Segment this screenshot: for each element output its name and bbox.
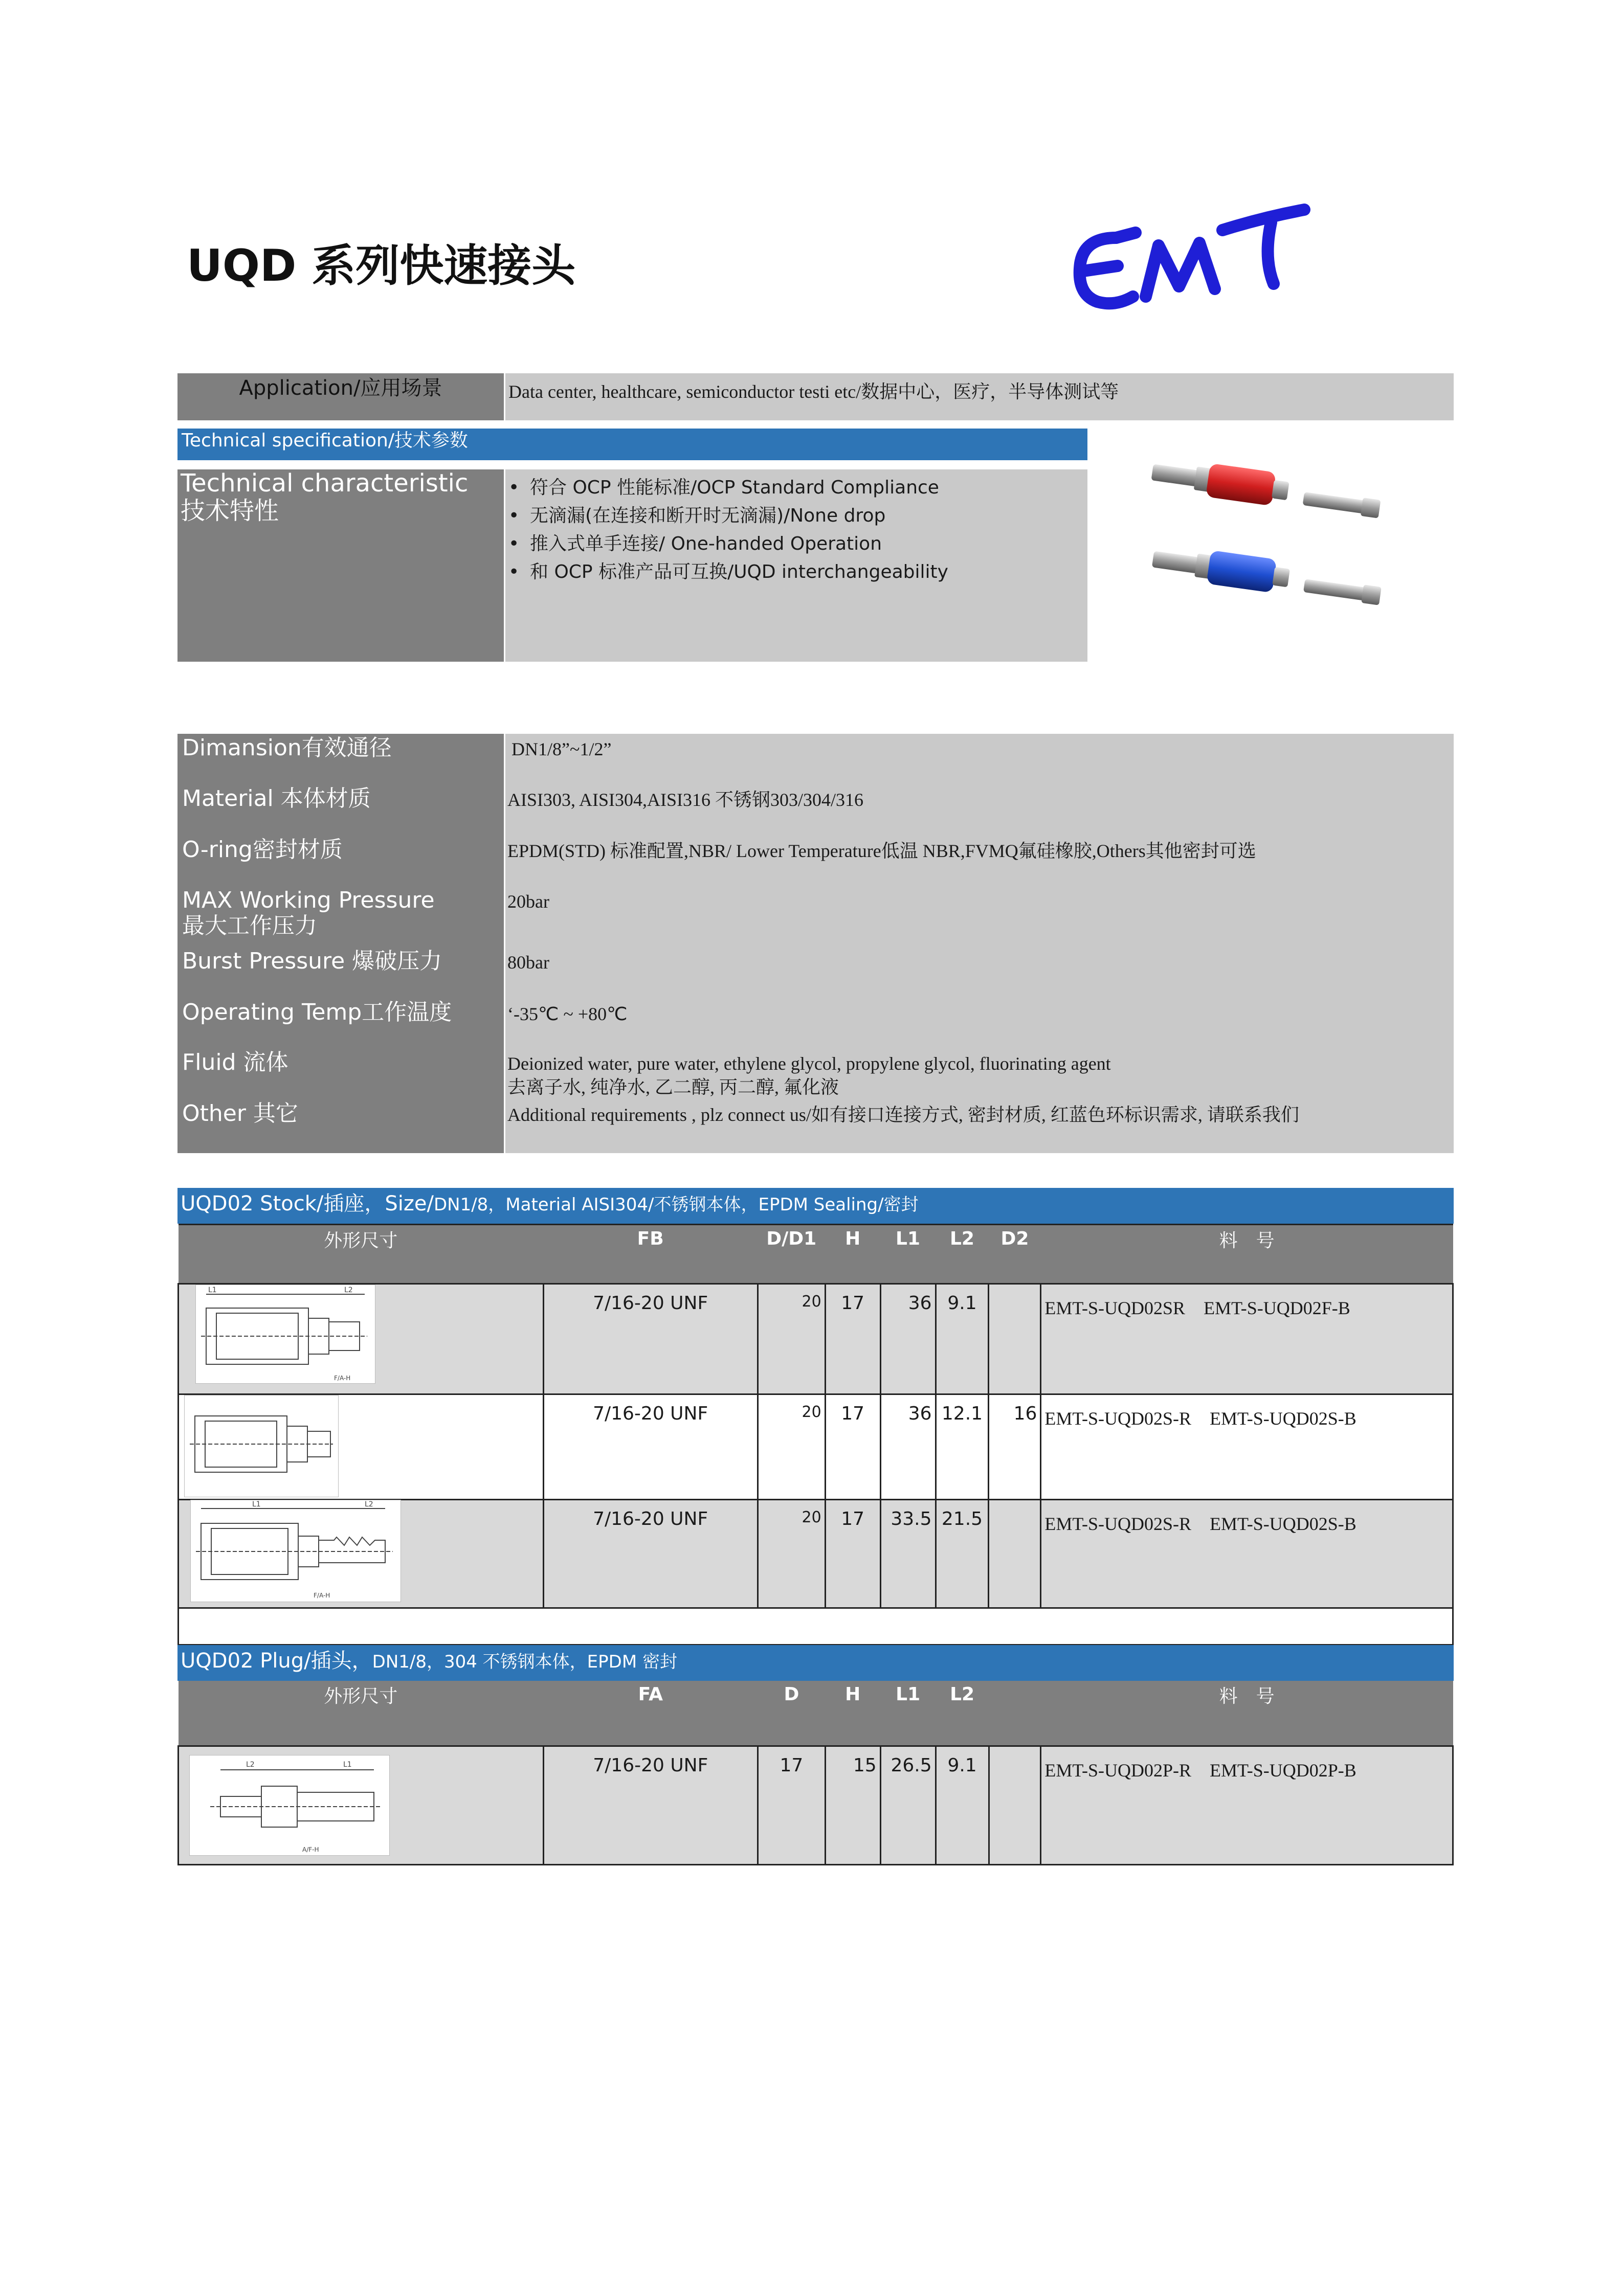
svg-text:L2: L2 — [246, 1761, 255, 1769]
table-row: 7/16-20 UNF 20 17 33.5 21.5 EMT-S-UQD02S-R EMT-S-UQD02S-B — [179, 1500, 1453, 1608]
col-d: D/D1 — [758, 1225, 825, 1284]
tech-characteristic-cn: 技术特性 — [181, 497, 279, 525]
spec-value-fluid: Deionized water, pure water, ethylene glycol, propylene glycol, fluorinating agent 去离子水, 纯净水, 乙二醇, 丙二醇, 氟化液 — [507, 1053, 1111, 1097]
spec-label-fluid: Fluid 流体 — [182, 1049, 288, 1075]
col-h: H — [845, 1684, 861, 1705]
product-photo — [1146, 450, 1412, 655]
svg-text:L1: L1 — [343, 1761, 352, 1769]
col-l1: L1 — [880, 1225, 936, 1284]
list-item: • 和 OCP 标准产品可互换/UQD interchangeability — [508, 561, 948, 582]
list-item: • 符合 OCP 性能标准/OCP Standard Compliance — [508, 477, 939, 498]
svg-text:L1: L1 — [252, 1500, 261, 1509]
stock-table-header — [179, 1225, 1453, 1284]
col-l1: L1 — [896, 1684, 921, 1705]
col-l2: L2 — [950, 1684, 975, 1705]
spec-label-max-pressure: MAX Working Pressure 最大工作压力 — [182, 887, 435, 939]
stock-drawing-1 — [195, 1285, 375, 1384]
col-shape: 外形尺寸 — [324, 1686, 398, 1707]
col-shape: 外形尺寸 — [179, 1225, 544, 1284]
svg-text:F/A-H: F/A-H — [314, 1592, 330, 1599]
spec-label-other: Other 其它 — [182, 1100, 298, 1127]
plug-section-bar: UQD02 Plug/插头，DN1/8，304 不锈钢本体，EPDM 密封 — [177, 1645, 1454, 1681]
spec-label-material: Material 本体材质 — [182, 785, 371, 812]
stock-drawing-2 — [184, 1395, 339, 1497]
spec-value-material: AISI303, AISI304,AISI316 不锈钢303/304/316 — [507, 790, 864, 810]
table-row: 7/16-20 UNF 20 17 36 9.1 EMT-S-UQD02SR EMT-S-UQD02F-B — [179, 1284, 1453, 1394]
page-title: UQD 系列快速接头 — [187, 240, 576, 291]
table-row: 7/16-20 UNF 20 17 36 12.1 16 EMT-S-UQD02S-R EMT-S-UQD02S-B — [179, 1394, 1453, 1500]
col-h: H — [825, 1225, 880, 1284]
col-l2: L2 — [936, 1225, 989, 1284]
application-label: Application/应用场景 — [177, 373, 504, 420]
spec-label-operating-temp: Operating Temp工作温度 — [182, 999, 452, 1025]
red-coupler-set — [1150, 456, 1383, 521]
stock-drawing-3 — [190, 1500, 401, 1602]
spec-value-max-pressure: 20bar — [507, 891, 549, 912]
tech-characteristic-list — [505, 469, 1087, 662]
tech-characteristic-en: Technical characteristic — [181, 469, 469, 498]
spec-label-oring: O-ring密封材质 — [182, 837, 343, 863]
list-item: • 推入式单手连接/ One-handed Operation — [508, 533, 882, 554]
spec-value-burst-pressure: 80bar — [507, 952, 549, 973]
svg-text:F/A-H: F/A-H — [334, 1375, 351, 1382]
spec-value-operating-temp: ‘-35℃ ~ +80℃ — [507, 1004, 628, 1024]
spec-label-burst-pressure: Burst Pressure 爆破压力 — [182, 948, 442, 974]
spec-label-dimension: Dimansion有效通径 — [182, 735, 392, 761]
table-row: 7/16-20 UNF 17 15 26.5 9.1 EMT-S-UQD02P-R EMT-S-UQD02P-B — [179, 1746, 1453, 1864]
stock-section-bar: UQD02 Stock/插座，Size/DN1/8，Material AISI304/不锈钢本体，EPDM Sealing/密封 — [177, 1188, 1454, 1224]
col-part-number: 料 号 — [1219, 1686, 1275, 1707]
col-part-number: 料 号 — [1041, 1225, 1453, 1284]
col-fa: FA — [638, 1684, 663, 1705]
emt-logo — [1069, 202, 1315, 325]
plug-drawing — [189, 1755, 390, 1856]
spec-value-other: Additional requirements , plz connect us/如有接口连接方式, 密封材质, 红蓝色环标识需求, 请联系我们 — [507, 1105, 1299, 1125]
plug-table-header — [179, 1681, 1453, 1746]
application-value: Data center, healthcare, semiconductor testi etc/数据中心，医疗，半导体测试等 — [505, 373, 1454, 420]
svg-text:L2: L2 — [365, 1500, 373, 1509]
technical-spec-bar: Technical specification/技术参数 — [177, 429, 1087, 460]
spec-value-dimension: DN1/8”~1/2” — [511, 739, 612, 759]
svg-text:L2: L2 — [344, 1286, 353, 1294]
blue-coupler-set — [1151, 543, 1384, 608]
tech-characteristic-label — [177, 469, 504, 662]
svg-text:L1: L1 — [208, 1286, 217, 1294]
col-d2: D2 — [989, 1225, 1041, 1284]
spacer-row — [179, 1608, 1453, 1645]
spec-value-oring: EPDM(STD) 标准配置,NBR/ Lower Temperature低温 NBR,FVMQ氟硅橡胶,Others其他密封可选 — [507, 841, 1256, 861]
list-item: • 无滴漏(在连接和断开时无滴漏)/None drop — [508, 505, 886, 526]
col-fb: FB — [543, 1225, 758, 1284]
col-d: D — [784, 1684, 799, 1705]
svg-text:A/F-H: A/F-H — [302, 1846, 319, 1853]
